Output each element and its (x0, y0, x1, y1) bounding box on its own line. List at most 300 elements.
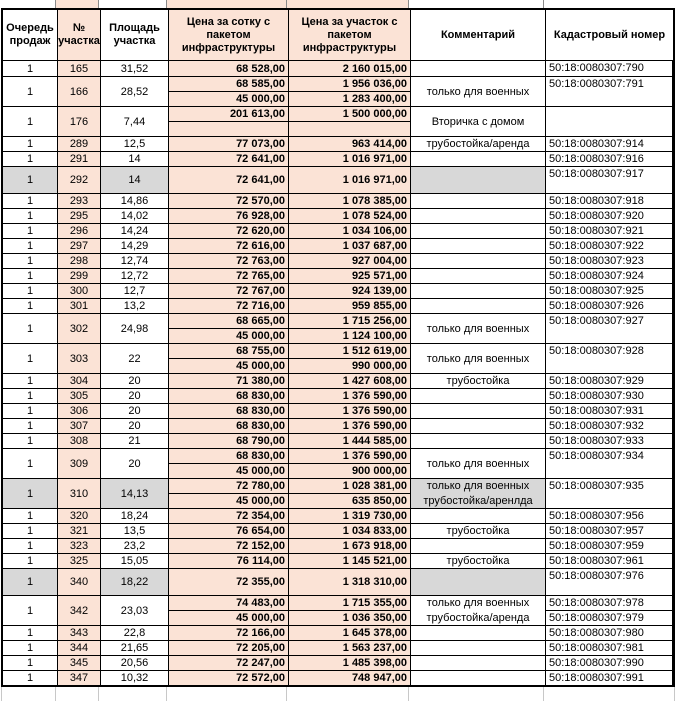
price-subcell[interactable]: 1 283 400,00 (342, 93, 407, 105)
price-subcell[interactable]: 72 641,00 (236, 174, 285, 186)
cell-cadastral-number[interactable]: 50:18:0080307:925 (546, 284, 673, 298)
price-subcell[interactable]: 1 715 256,00 (289, 314, 410, 329)
cell-comment[interactable] (411, 509, 546, 523)
price-subcell[interactable]: 1 078 385,00 (342, 195, 407, 207)
cell-price-per-plot[interactable] (289, 419, 411, 433)
price-subcell[interactable]: 68 665,00 (169, 314, 288, 329)
cell-plot-number[interactable]: 307 (58, 419, 101, 433)
cell-price-per-sotka[interactable] (169, 404, 289, 418)
cell-price-per-plot[interactable] (289, 239, 411, 253)
cell-area[interactable]: 21,65 (101, 641, 169, 655)
cell-price-per-sotka[interactable] (169, 194, 289, 208)
col-header-price-per-sotka[interactable]: Цена за сотку с пакетом инфраструктуры (169, 10, 289, 60)
price-subcell[interactable]: 68 585,00 (169, 77, 288, 92)
cell-cadastral-number[interactable]: 50:18:0080307:929 (546, 374, 673, 388)
cell-cadastral-number[interactable]: 50:18:0080307:927 (546, 314, 673, 343)
price-subcell[interactable]: 963 414,00 (351, 138, 407, 150)
cell-comment[interactable] (411, 434, 546, 448)
cell-price-per-sotka[interactable] (169, 284, 289, 298)
price-subcell[interactable]: 1 124 100,00 (342, 330, 407, 342)
cadastral-subcell[interactable]: 50:18:0080307:979 (549, 612, 644, 624)
cell-comment[interactable]: только для военных (411, 314, 546, 343)
price-subcell[interactable]: 1 673 918,00 (342, 540, 407, 552)
cell-cadastral-number[interactable]: 50:18:0080307:916 (546, 152, 673, 166)
cell-area[interactable]: 28,52 (101, 77, 169, 106)
cell-plot-number[interactable]: 305 (58, 389, 101, 403)
cell-cadastral-number[interactable]: 50:18:0080307:791 (546, 77, 673, 106)
cell-cadastral-number[interactable]: 50:18:0080307:917 (546, 167, 673, 193)
cell-cadastral-number[interactable]: 50:18:0080307:981 (546, 641, 673, 655)
price-subcell[interactable]: 1 016 971,00 (342, 174, 407, 186)
cell-queue[interactable]: 1 (3, 269, 58, 283)
price-subcell[interactable]: 1 036 350,00 (342, 612, 407, 624)
price-subcell[interactable]: 1 376 590,00 (342, 420, 407, 432)
cell-price-per-plot[interactable] (289, 509, 411, 523)
cell-cadastral-number[interactable]: 50:18:0080307:924 (546, 269, 673, 283)
cell-area[interactable]: 18,24 (101, 509, 169, 523)
cell-queue[interactable]: 1 (3, 554, 58, 568)
cell-price-per-sotka[interactable] (169, 314, 289, 343)
cell-price-per-plot[interactable] (289, 554, 411, 568)
cell-price-per-sotka[interactable] (169, 254, 289, 268)
price-subcell[interactable]: 68 830,00 (236, 405, 285, 417)
price-subcell[interactable]: 1 016 971,00 (342, 153, 407, 165)
cell-area[interactable]: 20,56 (101, 656, 169, 670)
cell-plot-number[interactable]: 343 (58, 626, 101, 640)
price-subcell[interactable]: 45 000,00 (236, 612, 285, 624)
price-subcell[interactable]: 77 073,00 (236, 138, 285, 150)
cell-cadastral-number[interactable]: 50:18:0080307:980 (546, 626, 673, 640)
cell-price-per-plot[interactable] (289, 167, 411, 193)
col-header-price-per-plot[interactable]: Цена за участок с пакетом инфраструктуры (289, 10, 411, 60)
cell-plot-number[interactable]: 291 (58, 152, 101, 166)
cell-plot-number[interactable]: 308 (58, 434, 101, 448)
cell-queue[interactable]: 1 (3, 479, 58, 508)
price-subcell[interactable]: 1 512 619,00 (289, 344, 410, 359)
col-header-queue[interactable]: Очередь продаж (3, 10, 58, 60)
price-subcell[interactable]: 1 563 237,00 (342, 642, 407, 654)
cell-price-per-sotka[interactable] (169, 137, 289, 151)
cell-plot-number[interactable]: 301 (58, 299, 101, 313)
price-subcell[interactable]: 72 765,00 (236, 270, 285, 282)
price-subcell[interactable]: 45 000,00 (236, 330, 285, 342)
cell-queue[interactable]: 1 (3, 596, 58, 625)
price-subcell[interactable]: 68 830,00 (236, 420, 285, 432)
cell-price-per-sotka[interactable] (169, 641, 289, 655)
cell-cadastral-number[interactable]: 50:18:0080307:934 (546, 449, 673, 478)
cell-area[interactable]: 14,86 (101, 194, 169, 208)
cell-plot-number[interactable]: 298 (58, 254, 101, 268)
cell-area[interactable]: 12,74 (101, 254, 169, 268)
price-subcell[interactable]: 1 485 398,00 (342, 657, 407, 669)
cell-queue[interactable]: 1 (3, 344, 58, 373)
cell-plot-number[interactable]: 302 (58, 314, 101, 343)
cell-queue[interactable]: 1 (3, 224, 58, 238)
cell-price-per-plot[interactable] (289, 209, 411, 223)
cell-plot-number[interactable]: 306 (58, 404, 101, 418)
price-subcell[interactable]: 76 654,00 (236, 525, 285, 537)
cell-plot-number[interactable]: 292 (58, 167, 101, 193)
cell-price-per-plot[interactable] (289, 539, 411, 553)
cell-queue[interactable]: 1 (3, 449, 58, 478)
price-subcell[interactable]: 72 247,00 (236, 657, 285, 669)
cell-comment[interactable]: только для военных (411, 344, 546, 373)
cell-cadastral-number[interactable]: 50:18:0080307:935 (546, 479, 673, 508)
cell-queue[interactable]: 1 (3, 209, 58, 223)
cell-price-per-sotka[interactable] (169, 671, 289, 685)
cell-price-per-plot[interactable] (289, 299, 411, 313)
cell-queue[interactable]: 1 (3, 641, 58, 655)
cell-price-per-plot[interactable] (289, 107, 411, 136)
cell-cadastral-number[interactable]: 50:18:0080307:921 (546, 224, 673, 238)
cell-comment[interactable] (411, 389, 546, 403)
cell-comment[interactable] (411, 224, 546, 238)
cell-area[interactable]: 20 (101, 449, 169, 478)
price-subcell[interactable]: 924 139,00 (351, 285, 407, 297)
price-subcell[interactable]: 1 427 608,00 (342, 375, 407, 387)
price-subcell[interactable]: 68 790,00 (236, 435, 285, 447)
cell-comment[interactable]: только для военных (411, 77, 546, 106)
cell-comment[interactable] (411, 539, 546, 553)
cell-queue[interactable]: 1 (3, 299, 58, 313)
cell-plot-number[interactable]: 297 (58, 239, 101, 253)
price-subcell[interactable]: 1 037 687,00 (342, 240, 407, 252)
cell-queue[interactable]: 1 (3, 509, 58, 523)
cell-price-per-plot[interactable] (289, 344, 411, 373)
price-subcell[interactable]: 72 355,00 (236, 576, 285, 588)
col-header-plot-number[interactable]: № участка (58, 10, 101, 60)
price-subcell[interactable]: 2 160 015,00 (342, 62, 407, 75)
cell-comment[interactable] (411, 569, 546, 595)
cell-comment[interactable] (411, 671, 546, 685)
cell-area[interactable]: 12,7 (101, 284, 169, 298)
cell-price-per-sotka[interactable] (169, 539, 289, 553)
price-subcell[interactable]: 68 755,00 (169, 344, 288, 359)
cell-queue[interactable]: 1 (3, 389, 58, 403)
price-subcell[interactable]: 959 855,00 (351, 300, 407, 312)
cell-queue[interactable]: 1 (3, 61, 58, 76)
cell-price-per-plot[interactable] (289, 671, 411, 685)
cell-price-per-plot[interactable] (289, 569, 411, 595)
cell-price-per-sotka[interactable] (169, 449, 289, 478)
price-subcell[interactable]: 72 354,00 (236, 510, 285, 522)
price-subcell[interactable]: 748 947,00 (351, 672, 407, 684)
cell-price-per-sotka[interactable] (169, 656, 289, 670)
cell-comment[interactable] (411, 596, 546, 625)
cell-cadastral-number[interactable]: 50:18:0080307:956 (546, 509, 673, 523)
price-subcell[interactable]: 45 000,00 (236, 465, 285, 477)
cell-cadastral-number[interactable]: 50:18:0080307:959 (546, 539, 673, 553)
cell-price-per-plot[interactable] (289, 479, 411, 508)
price-subcell[interactable]: 72 767,00 (236, 285, 285, 297)
cell-queue[interactable]: 1 (3, 284, 58, 298)
price-subcell[interactable]: 45 000,00 (236, 495, 285, 507)
cell-area[interactable]: 14,24 (101, 224, 169, 238)
cell-cadastral-number[interactable]: 50:18:0080307:920 (546, 209, 673, 223)
price-subcell[interactable]: 1 645 378,00 (342, 627, 407, 639)
cell-price-per-plot[interactable] (289, 404, 411, 418)
cell-plot-number[interactable]: 299 (58, 269, 101, 283)
cell-queue[interactable]: 1 (3, 539, 58, 553)
price-subcell[interactable]: 72 641,00 (236, 153, 285, 165)
cell-area[interactable]: 20 (101, 374, 169, 388)
cell-price-per-plot[interactable] (289, 524, 411, 538)
cell-area[interactable]: 21 (101, 434, 169, 448)
price-subcell[interactable]: 1 145 521,00 (342, 555, 407, 567)
cell-plot-number[interactable]: 325 (58, 554, 101, 568)
cell-queue[interactable]: 1 (3, 77, 58, 106)
cell-area[interactable]: 14,29 (101, 239, 169, 253)
cell-price-per-sotka[interactable] (169, 299, 289, 313)
cell-area[interactable]: 14,02 (101, 209, 169, 223)
cell-plot-number[interactable]: 300 (58, 284, 101, 298)
cell-price-per-sotka[interactable] (169, 626, 289, 640)
cell-comment[interactable]: трубостойка (411, 524, 546, 538)
cell-cadastral-number[interactable]: 50:18:0080307:923 (546, 254, 673, 268)
cell-queue[interactable]: 1 (3, 404, 58, 418)
cell-price-per-plot[interactable] (289, 449, 411, 478)
cell-area[interactable]: 20 (101, 419, 169, 433)
cell-area[interactable]: 12,5 (101, 137, 169, 151)
cell-cadastral-number[interactable]: 50:18:0080307:926 (546, 299, 673, 313)
cell-comment[interactable] (411, 626, 546, 640)
cell-price-per-sotka[interactable] (169, 434, 289, 448)
cell-price-per-sotka[interactable] (169, 419, 289, 433)
cell-plot-number[interactable]: 303 (58, 344, 101, 373)
cell-price-per-sotka[interactable] (169, 209, 289, 223)
price-subcell[interactable]: 1 318 310,00 (342, 576, 407, 588)
cell-comment[interactable] (411, 299, 546, 313)
cell-comment[interactable] (411, 61, 546, 76)
cell-price-per-plot[interactable] (289, 194, 411, 208)
cell-area[interactable]: 22,8 (101, 626, 169, 640)
cell-comment[interactable] (411, 239, 546, 253)
cell-cadastral-number[interactable]: 50:18:0080307:918 (546, 194, 673, 208)
cell-comment[interactable]: Вторичка с домом (411, 107, 546, 136)
cell-price-per-plot[interactable] (289, 626, 411, 640)
cell-queue[interactable]: 1 (3, 137, 58, 151)
cell-price-per-sotka[interactable] (169, 374, 289, 388)
cell-comment[interactable] (411, 656, 546, 670)
cell-price-per-sotka[interactable] (169, 269, 289, 283)
price-subcell[interactable]: 1 715 355,00 (289, 596, 410, 611)
cell-price-per-plot[interactable] (289, 656, 411, 670)
cell-queue[interactable]: 1 (3, 107, 58, 136)
price-subcell[interactable]: 45 000,00 (236, 360, 285, 372)
cell-cadastral-number[interactable]: 50:18:0080307:933 (546, 434, 673, 448)
cell-queue[interactable]: 1 (3, 671, 58, 685)
price-subcell[interactable]: 1 376 590,00 (289, 449, 410, 464)
cell-queue[interactable]: 1 (3, 524, 58, 538)
cell-price-per-sotka[interactable] (169, 344, 289, 373)
cell-comment[interactable] (411, 209, 546, 223)
cell-comment[interactable] (411, 641, 546, 655)
cell-comment[interactable] (411, 284, 546, 298)
price-subcell[interactable]: 900 000,00 (351, 465, 407, 477)
price-subcell[interactable]: 201 613,00 (169, 107, 288, 122)
cell-comment[interactable] (411, 167, 546, 193)
cell-queue[interactable]: 1 (3, 239, 58, 253)
cell-plot-number[interactable]: 323 (58, 539, 101, 553)
cell-plot-number[interactable]: 310 (58, 479, 101, 508)
cell-area[interactable]: 12,72 (101, 269, 169, 283)
cell-price-per-sotka[interactable] (169, 152, 289, 166)
cell-queue[interactable]: 1 (3, 374, 58, 388)
cell-cadastral-number[interactable]: 50:18:0080307:991 (546, 671, 673, 685)
cell-area[interactable]: 10,32 (101, 671, 169, 685)
cell-area[interactable]: 14,13 (101, 479, 169, 508)
cell-plot-number[interactable]: 321 (58, 524, 101, 538)
cell-plot-number[interactable]: 345 (58, 656, 101, 670)
price-subcell[interactable]: 927 004,00 (351, 255, 407, 267)
price-subcell[interactable]: 74 483,00 (169, 596, 288, 611)
cell-price-per-sotka[interactable] (169, 61, 289, 76)
cell-plot-number[interactable]: 176 (58, 107, 101, 136)
price-subcell[interactable]: 990 000,00 (351, 360, 407, 372)
cell-price-per-plot[interactable] (289, 284, 411, 298)
cell-plot-number[interactable]: 166 (58, 77, 101, 106)
cell-area[interactable]: 18,22 (101, 569, 169, 595)
cell-queue[interactable]: 1 (3, 167, 58, 193)
price-subcell[interactable]: 71 380,00 (236, 375, 285, 387)
cell-price-per-sotka[interactable] (169, 524, 289, 538)
cell-price-per-sotka[interactable] (169, 554, 289, 568)
cell-plot-number[interactable]: 320 (58, 509, 101, 523)
price-subcell[interactable]: 72 152,00 (236, 540, 285, 552)
cell-area[interactable]: 24,98 (101, 314, 169, 343)
cell-area[interactable]: 14 (101, 167, 169, 193)
price-subcell[interactable]: 68 830,00 (236, 390, 285, 402)
col-header-cadastral[interactable]: Кадастровый номер (553, 28, 666, 41)
cell-cadastral-number[interactable]: 50:18:0080307:961 (546, 554, 673, 568)
cell-area[interactable]: 23,2 (101, 539, 169, 553)
cell-comment[interactable] (411, 194, 546, 208)
cell-cadastral-number[interactable] (546, 107, 673, 136)
price-subcell[interactable]: 68 528,00 (236, 62, 285, 75)
price-subcell[interactable]: 72 166,00 (236, 627, 285, 639)
cell-plot-number[interactable]: 309 (58, 449, 101, 478)
cell-price-per-plot[interactable] (289, 434, 411, 448)
cell-queue[interactable]: 1 (3, 254, 58, 268)
cell-plot-number[interactable]: 296 (58, 224, 101, 238)
cell-comment[interactable] (411, 479, 546, 508)
cell-cadastral-number[interactable]: 50:18:0080307:932 (546, 419, 673, 433)
cell-cadastral-number[interactable]: 50:18:0080307:931 (546, 404, 673, 418)
col-header-area[interactable]: Площадь участка (101, 10, 169, 60)
cell-area[interactable]: 13,5 (101, 524, 169, 538)
cell-area[interactable]: 20 (101, 404, 169, 418)
cell-cadastral-number[interactable]: 50:18:0080307:976 (546, 569, 673, 595)
price-subcell[interactable] (169, 122, 288, 136)
cell-comment[interactable]: трубостойка (411, 554, 546, 568)
cell-price-per-plot[interactable] (289, 77, 411, 106)
cell-plot-number[interactable]: 304 (58, 374, 101, 388)
price-subcell[interactable]: 72 620,00 (236, 225, 285, 237)
price-subcell[interactable]: 72 716,00 (236, 300, 285, 312)
cell-price-per-sotka[interactable] (169, 569, 289, 595)
cell-price-per-sotka[interactable] (169, 107, 289, 136)
cell-queue[interactable]: 1 (3, 194, 58, 208)
price-subcell[interactable]: 72 780,00 (169, 479, 288, 494)
price-subcell[interactable]: 635 850,00 (351, 495, 407, 507)
cell-cadastral-number[interactable] (546, 596, 673, 625)
cell-price-per-sotka[interactable] (169, 479, 289, 508)
cell-price-per-plot[interactable] (289, 596, 411, 625)
cell-area[interactable]: 22 (101, 344, 169, 373)
cell-price-per-plot[interactable] (289, 224, 411, 238)
cell-comment[interactable] (411, 269, 546, 283)
price-subcell[interactable]: 1 034 833,00 (342, 525, 407, 537)
cell-price-per-plot[interactable] (289, 641, 411, 655)
cadastral-subcell[interactable]: 50:18:0080307:978 (546, 596, 672, 611)
cell-comment[interactable]: только для военных (411, 449, 546, 478)
cell-price-per-sotka[interactable] (169, 77, 289, 106)
cell-queue[interactable]: 1 (3, 419, 58, 433)
cell-cadastral-number[interactable]: 50:18:0080307:928 (546, 344, 673, 373)
cell-plot-number[interactable]: 340 (58, 569, 101, 595)
cell-plot-number[interactable]: 342 (58, 596, 101, 625)
cell-price-per-plot[interactable] (289, 137, 411, 151)
cell-area[interactable]: 13,2 (101, 299, 169, 313)
price-subcell[interactable]: 1 444 585,00 (342, 435, 407, 447)
price-subcell[interactable]: 72 763,00 (236, 255, 285, 267)
cell-area[interactable]: 15,05 (101, 554, 169, 568)
cell-price-per-plot[interactable] (289, 269, 411, 283)
cell-price-per-plot[interactable] (289, 152, 411, 166)
cell-comment[interactable] (411, 419, 546, 433)
cell-plot-number[interactable]: 347 (58, 671, 101, 685)
price-subcell[interactable]: 1 376 590,00 (342, 390, 407, 402)
cell-cadastral-number[interactable]: 50:18:0080307:790 (546, 61, 673, 76)
cell-price-per-sotka[interactable] (169, 509, 289, 523)
cell-cadastral-number[interactable]: 50:18:0080307:957 (546, 524, 673, 538)
price-subcell[interactable]: 45 000,00 (236, 93, 285, 105)
price-subcell[interactable]: 72 570,00 (236, 195, 285, 207)
cell-plot-number[interactable]: 293 (58, 194, 101, 208)
cell-cadastral-number[interactable]: 50:18:0080307:922 (546, 239, 673, 253)
price-subcell[interactable]: 925 571,00 (351, 270, 407, 282)
price-subcell[interactable]: 72 616,00 (236, 240, 285, 252)
price-subcell[interactable]: 1 028 381,00 (289, 479, 410, 494)
cell-price-per-plot[interactable] (289, 374, 411, 388)
cell-plot-number[interactable]: 344 (58, 641, 101, 655)
price-subcell[interactable]: 68 830,00 (169, 449, 288, 464)
cell-area[interactable]: 7,44 (101, 107, 169, 136)
cell-area[interactable]: 23,03 (101, 596, 169, 625)
cell-comment[interactable]: трубостойка (411, 374, 546, 388)
cell-cadastral-number[interactable]: 50:18:0080307:990 (546, 656, 673, 670)
cell-price-per-sotka[interactable] (169, 239, 289, 253)
price-subcell[interactable]: 1 500 000,00 (289, 107, 410, 122)
cell-price-per-sotka[interactable] (169, 596, 289, 625)
cell-queue[interactable]: 1 (3, 569, 58, 595)
cell-queue[interactable]: 1 (3, 314, 58, 343)
cell-queue[interactable]: 1 (3, 434, 58, 448)
cell-plot-number[interactable]: 289 (58, 137, 101, 151)
cell-area[interactable]: 31,52 (101, 61, 169, 76)
cell-queue[interactable]: 1 (3, 152, 58, 166)
price-subcell[interactable]: 1 376 590,00 (342, 405, 407, 417)
cell-comment[interactable]: трубостойка/аренда (411, 137, 546, 151)
cell-cadastral-number[interactable]: 50:18:0080307:914 (546, 137, 673, 151)
cell-price-per-sotka[interactable] (169, 224, 289, 238)
col-header-comment[interactable]: Комментарий (411, 10, 546, 60)
cell-queue[interactable]: 1 (3, 656, 58, 670)
price-subcell[interactable]: 1 078 524,00 (342, 210, 407, 222)
price-subcell[interactable]: 1 319 730,00 (342, 510, 407, 522)
cell-queue[interactable]: 1 (3, 626, 58, 640)
cell-plot-number[interactable]: 165 (58, 61, 101, 76)
